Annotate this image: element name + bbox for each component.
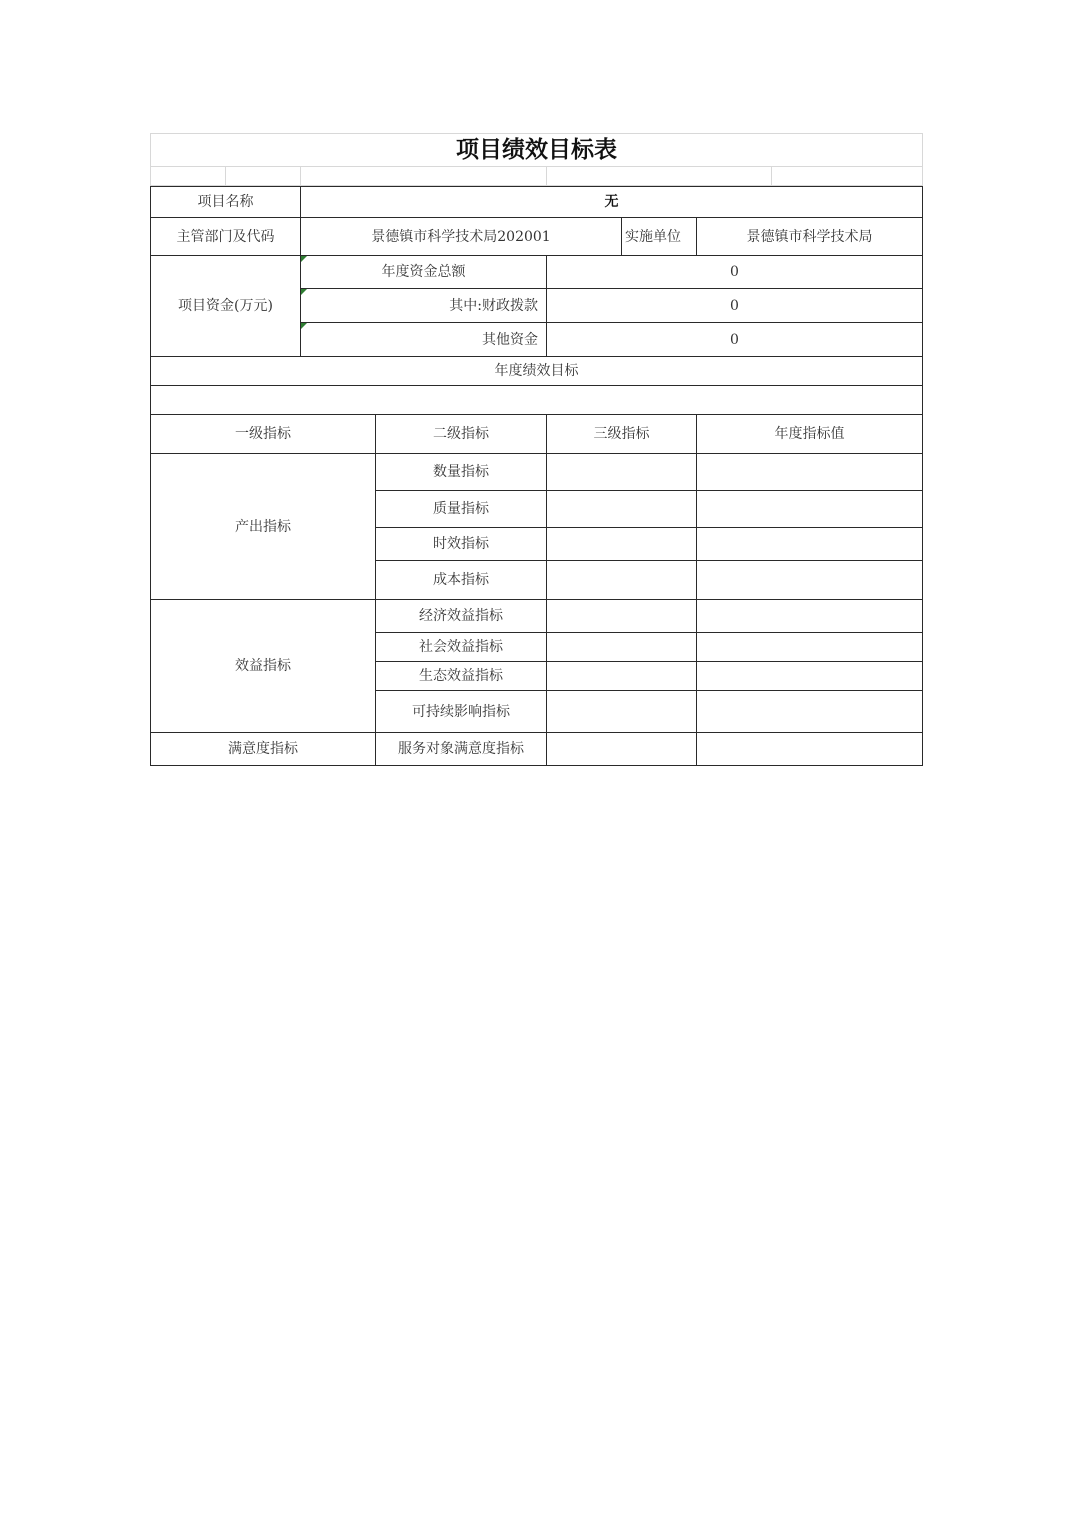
department-row [151, 218, 923, 256]
empty-cell [151, 167, 226, 186]
level3-cell [547, 454, 697, 491]
level2-cell: 生态效益指标 [376, 662, 547, 691]
header-annual-value: 年度指标值 [697, 415, 923, 454]
annual-goal-content [151, 386, 923, 415]
funds-fiscal-label: 其中:财政拨款 [301, 289, 547, 323]
project-name-label: 项目名称 [151, 187, 301, 218]
department-label: 主管部门及代码 [151, 218, 301, 256]
level3-cell [547, 662, 697, 691]
project-name-row [151, 187, 923, 218]
annual-goal-content-row [151, 386, 923, 415]
funds-row [151, 256, 923, 289]
level2-cell: 社会效益指标 [376, 633, 547, 662]
empty-cell [772, 167, 923, 186]
page-title: 项目绩效目标表 [151, 134, 923, 167]
header-level3: 三级指标 [547, 415, 697, 454]
title-table [150, 133, 923, 186]
indicator-row [151, 454, 923, 491]
annual-value-cell [697, 528, 923, 561]
annual-value-cell [697, 691, 923, 733]
funds-other-label: 其他资金 [301, 323, 547, 357]
empty-cell [547, 167, 772, 186]
annual-value-cell [697, 491, 923, 528]
funds-total-value: 0 [547, 256, 923, 289]
project-name-value: 无 [301, 187, 923, 218]
level3-cell [547, 600, 697, 633]
level2-cell: 成本指标 [376, 561, 547, 600]
funds-fiscal-value: 0 [547, 289, 923, 323]
level1-output: 产出指标 [151, 454, 376, 600]
funds-total-label: 年度资金总额 [301, 256, 547, 289]
implementing-unit-label: 实施单位 [622, 218, 697, 256]
level3-cell [547, 528, 697, 561]
level2-cell: 数量指标 [376, 454, 547, 491]
performance-table [150, 186, 923, 766]
level2-cell: 可持续影响指标 [376, 691, 547, 733]
annual-goal-header-row [151, 357, 923, 386]
indicator-header-row [151, 415, 923, 454]
annual-value-cell [697, 733, 923, 766]
level1-satisfaction: 满意度指标 [151, 733, 376, 766]
level2-cell: 时效指标 [376, 528, 547, 561]
annual-value-cell [697, 561, 923, 600]
level3-cell [547, 733, 697, 766]
funds-label: 项目资金(万元) [151, 256, 301, 357]
indicator-row [151, 600, 923, 633]
level3-cell [547, 633, 697, 662]
level3-cell [547, 491, 697, 528]
indicator-row [151, 733, 923, 766]
empty-cell [226, 167, 301, 186]
header-level1: 一级指标 [151, 415, 376, 454]
annual-value-cell [697, 454, 923, 491]
department-value: 景德镇市科学技术局202001 [301, 218, 622, 256]
level3-cell [547, 561, 697, 600]
level1-benefit: 效益指标 [151, 600, 376, 733]
header-level2: 二级指标 [376, 415, 547, 454]
annual-value-cell [697, 600, 923, 633]
funds-other-value: 0 [547, 323, 923, 357]
level3-cell [547, 691, 697, 733]
level2-cell: 质量指标 [376, 491, 547, 528]
annual-goal-label: 年度绩效目标 [151, 357, 923, 386]
performance-target-sheet [150, 133, 922, 766]
annual-value-cell [697, 633, 923, 662]
level2-cell: 经济效益指标 [376, 600, 547, 633]
implementing-unit-value: 景德镇市科学技术局 [697, 218, 923, 256]
annual-value-cell [697, 662, 923, 691]
empty-cell [301, 167, 547, 186]
level2-cell: 服务对象满意度指标 [376, 733, 547, 766]
